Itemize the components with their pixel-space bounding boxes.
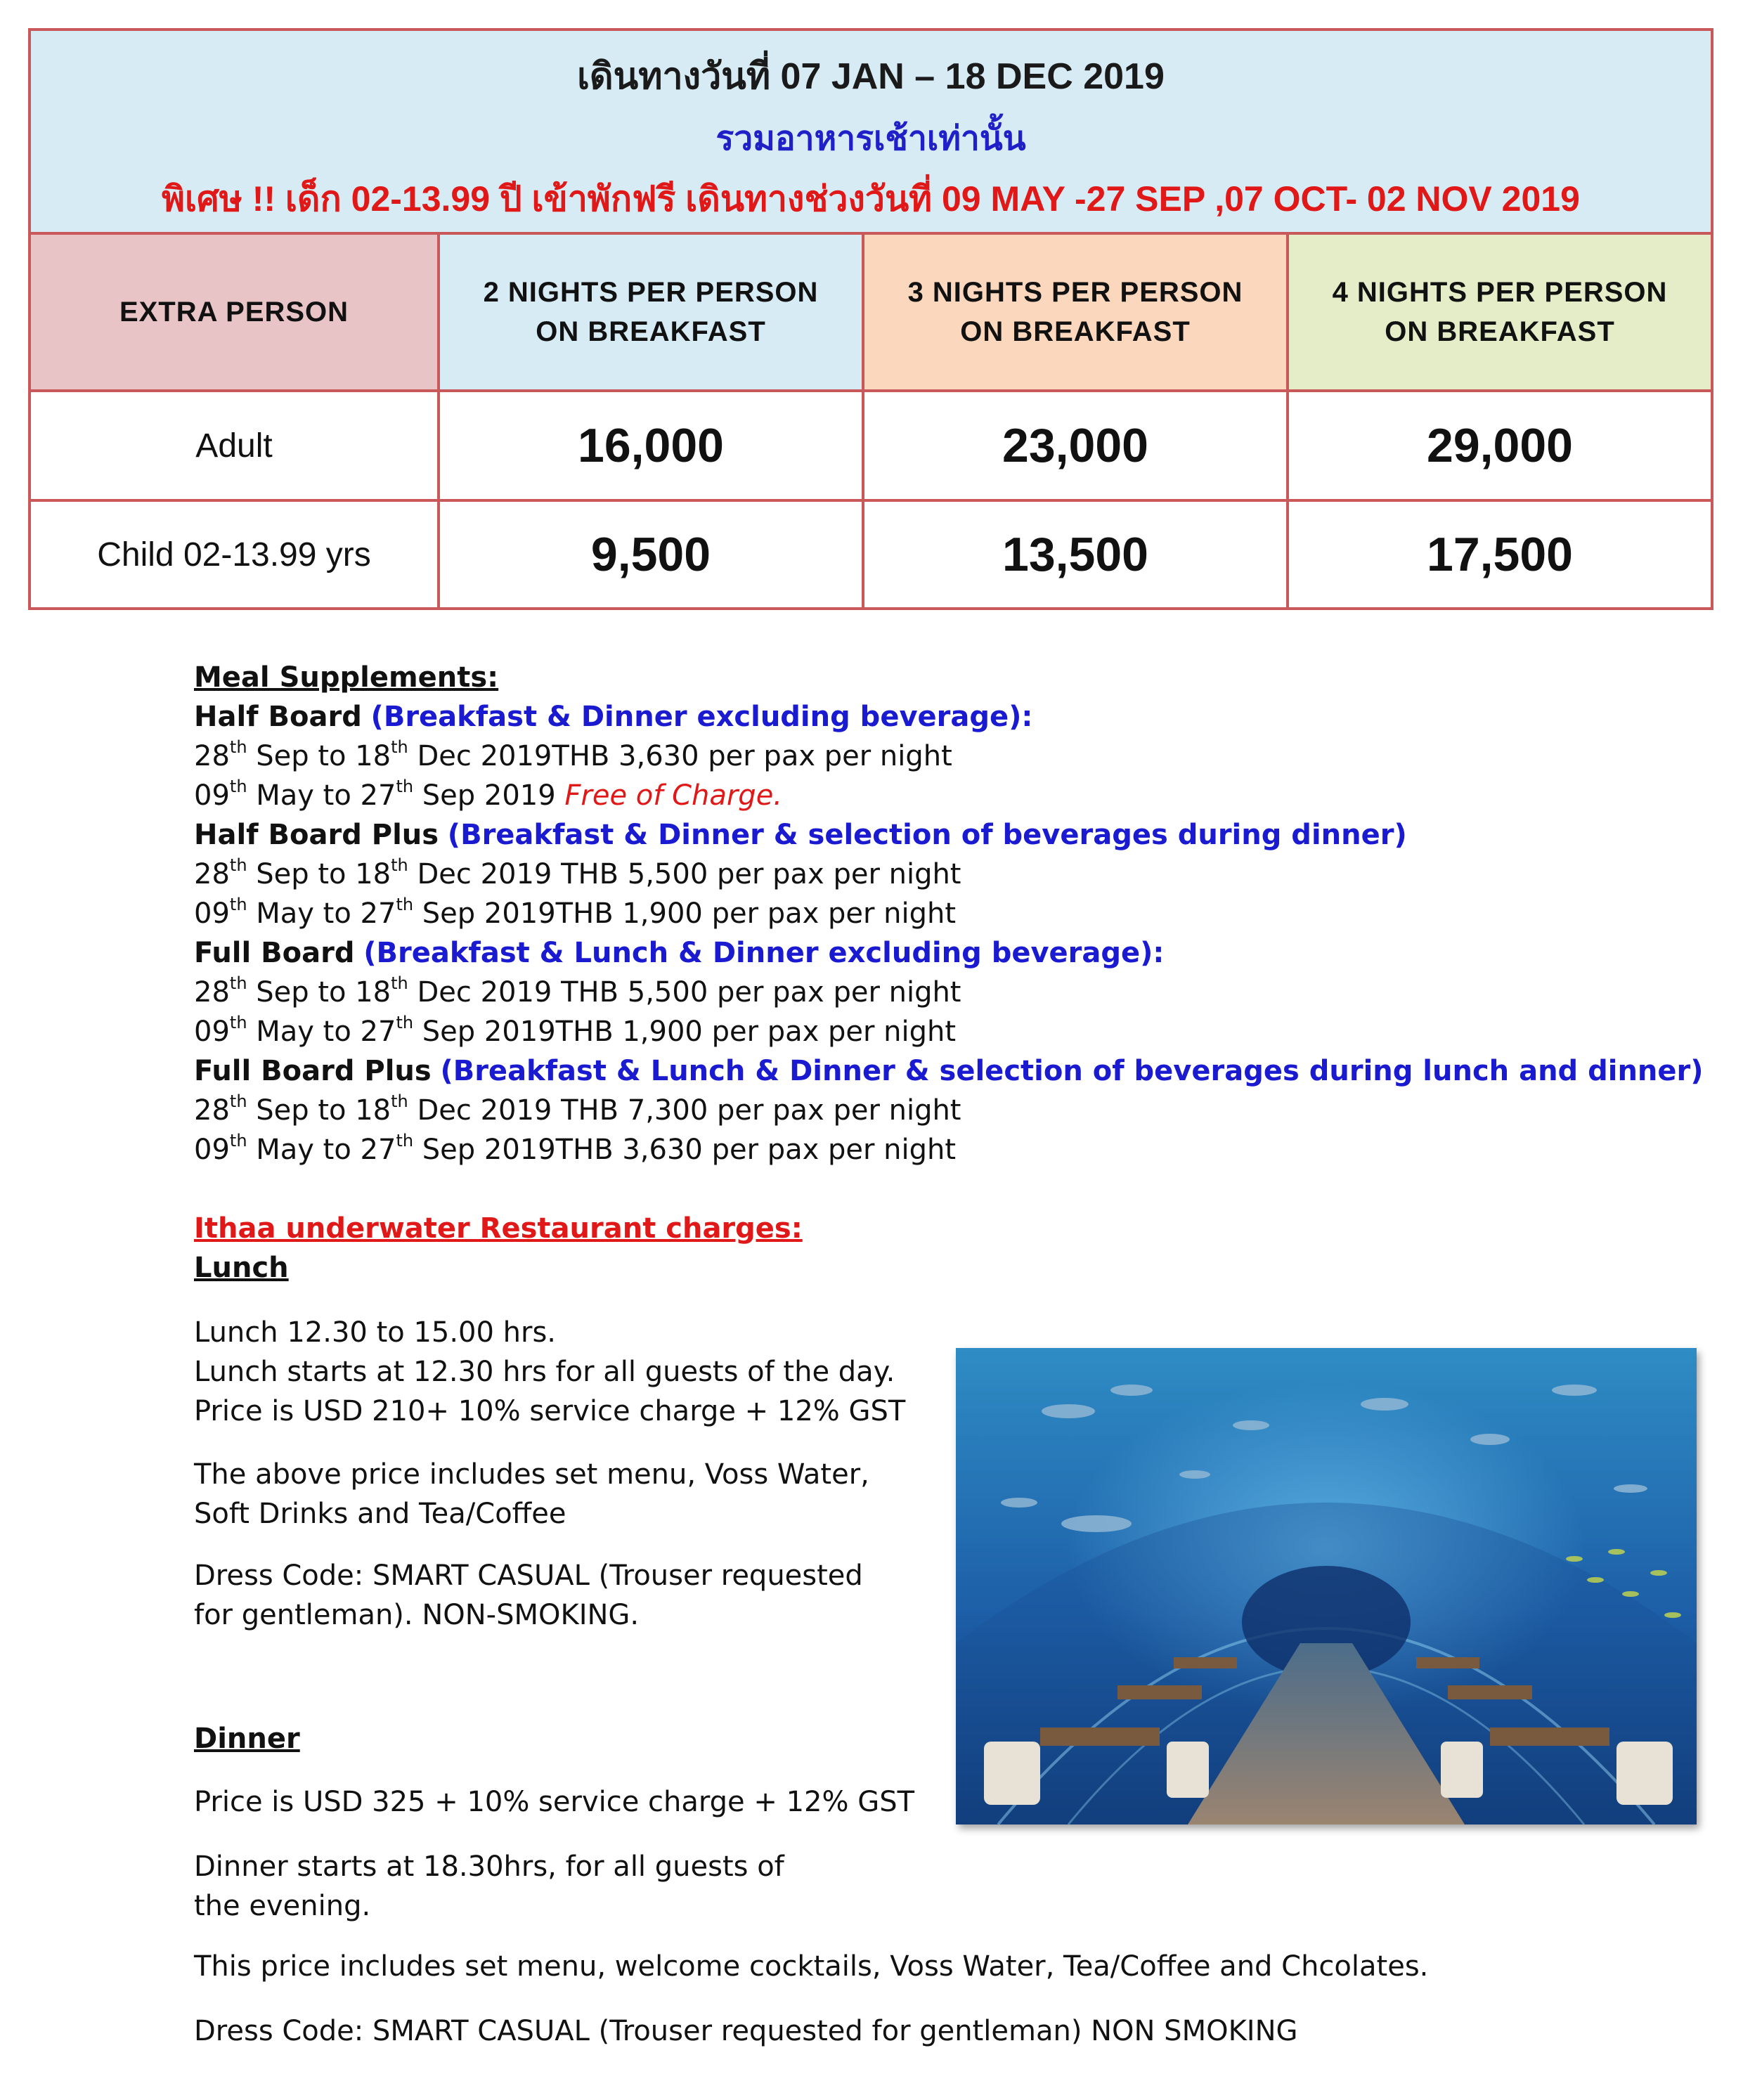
price-cell [864, 392, 1289, 499]
col-sublabel: ON BREAKFAST [1385, 316, 1615, 347]
ordinal-suffix: th [396, 1012, 414, 1032]
half-board-plus-title [194, 815, 1407, 855]
date-day: 09 [194, 1016, 230, 1048]
ordinal-suffix: th [391, 973, 408, 993]
ithaa-heading: Ithaa underwater Restaurant charges: [194, 1212, 803, 1245]
ordinal-suffix: th [229, 776, 247, 796]
meal-supplements-heading: Meal Supplements: [194, 661, 499, 694]
half-board-plus-line-2 [194, 894, 956, 933]
ordinal-suffix: th [391, 1091, 408, 1111]
lunch-dress-code: Dress Code: SMART CASUAL (Trouser requested for gentleman). NON-SMOKING. [194, 1560, 863, 1631]
price-value: 17,500 [1427, 528, 1573, 581]
dinner-dress-code: Dress Code: SMART CASUAL (Trouser requested for gentleman) NON SMOKING [194, 2015, 1298, 2047]
dinner-start: Dinner starts at 18.30hrs, for all guests of the evening. [194, 1851, 784, 1922]
col-2-nights [440, 235, 864, 389]
column-header-row [31, 235, 1711, 392]
ordinal-suffix: th [391, 737, 408, 757]
col-extra-person [31, 235, 440, 389]
half-board-title [194, 697, 1032, 737]
price-text: Sep 2019THB 1,900 per pax per night [413, 897, 957, 930]
full-board-plus-title [194, 1051, 1704, 1091]
ordinal-suffix: th [396, 894, 414, 914]
col-sublabel: ON BREAKFAST [536, 316, 766, 347]
price-cell [864, 502, 1289, 607]
travel-dates: เดินทางวันที่ 07 JAN – 18 DEC 2019 [577, 56, 1165, 97]
dinner-price: Price is USD 325 + 10% service charge + 12% GST [194, 1786, 915, 1818]
lunch-title: Lunch [194, 1252, 289, 1284]
ordinal-suffix: th [396, 1130, 414, 1151]
price-value: 23,000 [1002, 419, 1148, 472]
ordinal-suffix: th [229, 1012, 247, 1032]
date-range: May to 27 [247, 779, 396, 812]
plan-name: Full Board [194, 937, 355, 969]
lunch-price: Price is USD 210+ 10% service charge + 12% GST [194, 1395, 906, 1427]
date-day: 28 [194, 740, 230, 772]
price-cell [1289, 502, 1711, 607]
price-text: Dec 2019 THB 5,500 per pax per night [408, 858, 961, 890]
ordinal-suffix: th [229, 737, 247, 757]
table-row-child [31, 502, 1711, 607]
plan-desc: (Breakfast & Lunch & Dinner & selection of beverages during lunch and dinner) [440, 1055, 1704, 1087]
dinner-includes: This price includes set menu, welcome cocktails, Voss Water, Tea/Coffee and Chcolates. [194, 1950, 1429, 1983]
date-range: Sep to 18 [247, 740, 391, 772]
ordinal-suffix: th [229, 1130, 247, 1151]
full-board-line-1 [194, 973, 961, 1012]
full-board-line-2 [194, 1012, 956, 1051]
date-day: 09 [194, 1134, 230, 1166]
price-text: Dec 2019 THB 7,300 per pax per night [408, 1094, 961, 1127]
plan-name: Half Board [194, 701, 362, 733]
price-table [28, 28, 1713, 610]
free-of-charge-note: Free of Charge. [564, 779, 783, 812]
date-range: May to 27 [247, 1134, 396, 1166]
ordinal-suffix: th [396, 776, 414, 796]
row-label-cell [31, 502, 440, 607]
row-label-cell [31, 392, 440, 499]
lunch-start: Lunch starts at 12.30 hrs for all guests of the day. [194, 1356, 895, 1388]
date-day: 09 [194, 779, 230, 812]
plan-desc: (Breakfast & Dinner excluding beverage): [370, 701, 1033, 733]
date-range: Sep to 18 [247, 1094, 391, 1127]
ordinal-suffix: th [229, 973, 247, 993]
price-text: Sep 2019 [413, 779, 565, 812]
ordinal-suffix: th [229, 894, 247, 914]
ordinal-suffix: th [229, 1091, 247, 1111]
plan-desc: (Breakfast & Lunch & Dinner excluding beverage): [363, 937, 1165, 969]
col-3-nights [864, 235, 1289, 389]
col-label: 3 NIGHTS PER PERSON [907, 277, 1243, 308]
row-label: Adult [195, 427, 273, 465]
date-day: 28 [194, 858, 230, 890]
row-label: Child 02-13.99 yrs [97, 536, 371, 573]
price-value: 29,000 [1427, 419, 1573, 472]
date-range: May to 27 [247, 1016, 396, 1048]
full-board-plus-line-1 [194, 1091, 961, 1130]
price-value: 13,500 [1002, 528, 1148, 581]
col-label: 4 NIGHTS PER PERSON [1332, 277, 1668, 308]
lunch-hours: Lunch 12.30 to 15.00 hrs. [194, 1316, 557, 1349]
price-text: Dec 2019THB 3,630 per pax per night [408, 740, 952, 772]
price-text: Sep 2019THB 3,630 per pax per night [413, 1134, 957, 1166]
full-board-title [194, 933, 1164, 973]
date-day: 09 [194, 897, 230, 930]
ordinal-suffix: th [391, 855, 408, 875]
col-sublabel: ON BREAKFAST [960, 316, 1191, 347]
price-text: Dec 2019 THB 5,500 per pax per night [408, 976, 961, 1009]
price-text: Sep 2019THB 1,900 per pax per night [413, 1016, 957, 1048]
price-cell [1289, 392, 1711, 499]
dinner-title: Dinner [194, 1723, 300, 1755]
breakfast-note: รวมอาหารเช้าเท่านั้น [715, 120, 1026, 157]
table-header [31, 31, 1711, 235]
date-day: 28 [194, 1094, 230, 1127]
table-row-adult [31, 392, 1711, 502]
price-cell [440, 502, 864, 607]
col-label: 2 NIGHTS PER PERSON [483, 277, 819, 308]
price-value: 9,500 [590, 528, 711, 581]
half-board-line-2 [194, 776, 782, 815]
date-range: Sep to 18 [247, 858, 391, 890]
plan-name: Full Board Plus [194, 1055, 432, 1087]
half-board-line-1 [194, 737, 952, 776]
lunch-includes: The above price includes set menu, Voss Water, Soft Drinks and Tea/Coffee [194, 1458, 869, 1530]
date-day: 28 [194, 976, 230, 1009]
col-4-nights [1289, 235, 1711, 389]
date-range: Sep to 18 [247, 976, 391, 1009]
price-cell [440, 392, 864, 499]
ordinal-suffix: th [229, 855, 247, 875]
underwater-restaurant-photo [956, 1348, 1697, 1824]
date-range: May to 27 [247, 897, 396, 930]
plan-name: Half Board Plus [194, 819, 439, 851]
col-label: EXTRA PERSON [119, 297, 349, 328]
plan-desc: (Breakfast & Dinner & selection of beverages during dinner) [447, 819, 1407, 851]
price-value: 16,000 [578, 419, 724, 472]
special-offer: พิเศษ !! เด็ก 02-13.99 ปี เข้าพักฟรี เดินทางช่วงวันที่ 09 MAY -27 SEP ,07 OCT- 02 NOV 2019 [162, 179, 1580, 219]
full-board-plus-line-2 [194, 1130, 956, 1169]
half-board-plus-line-1 [194, 855, 961, 894]
